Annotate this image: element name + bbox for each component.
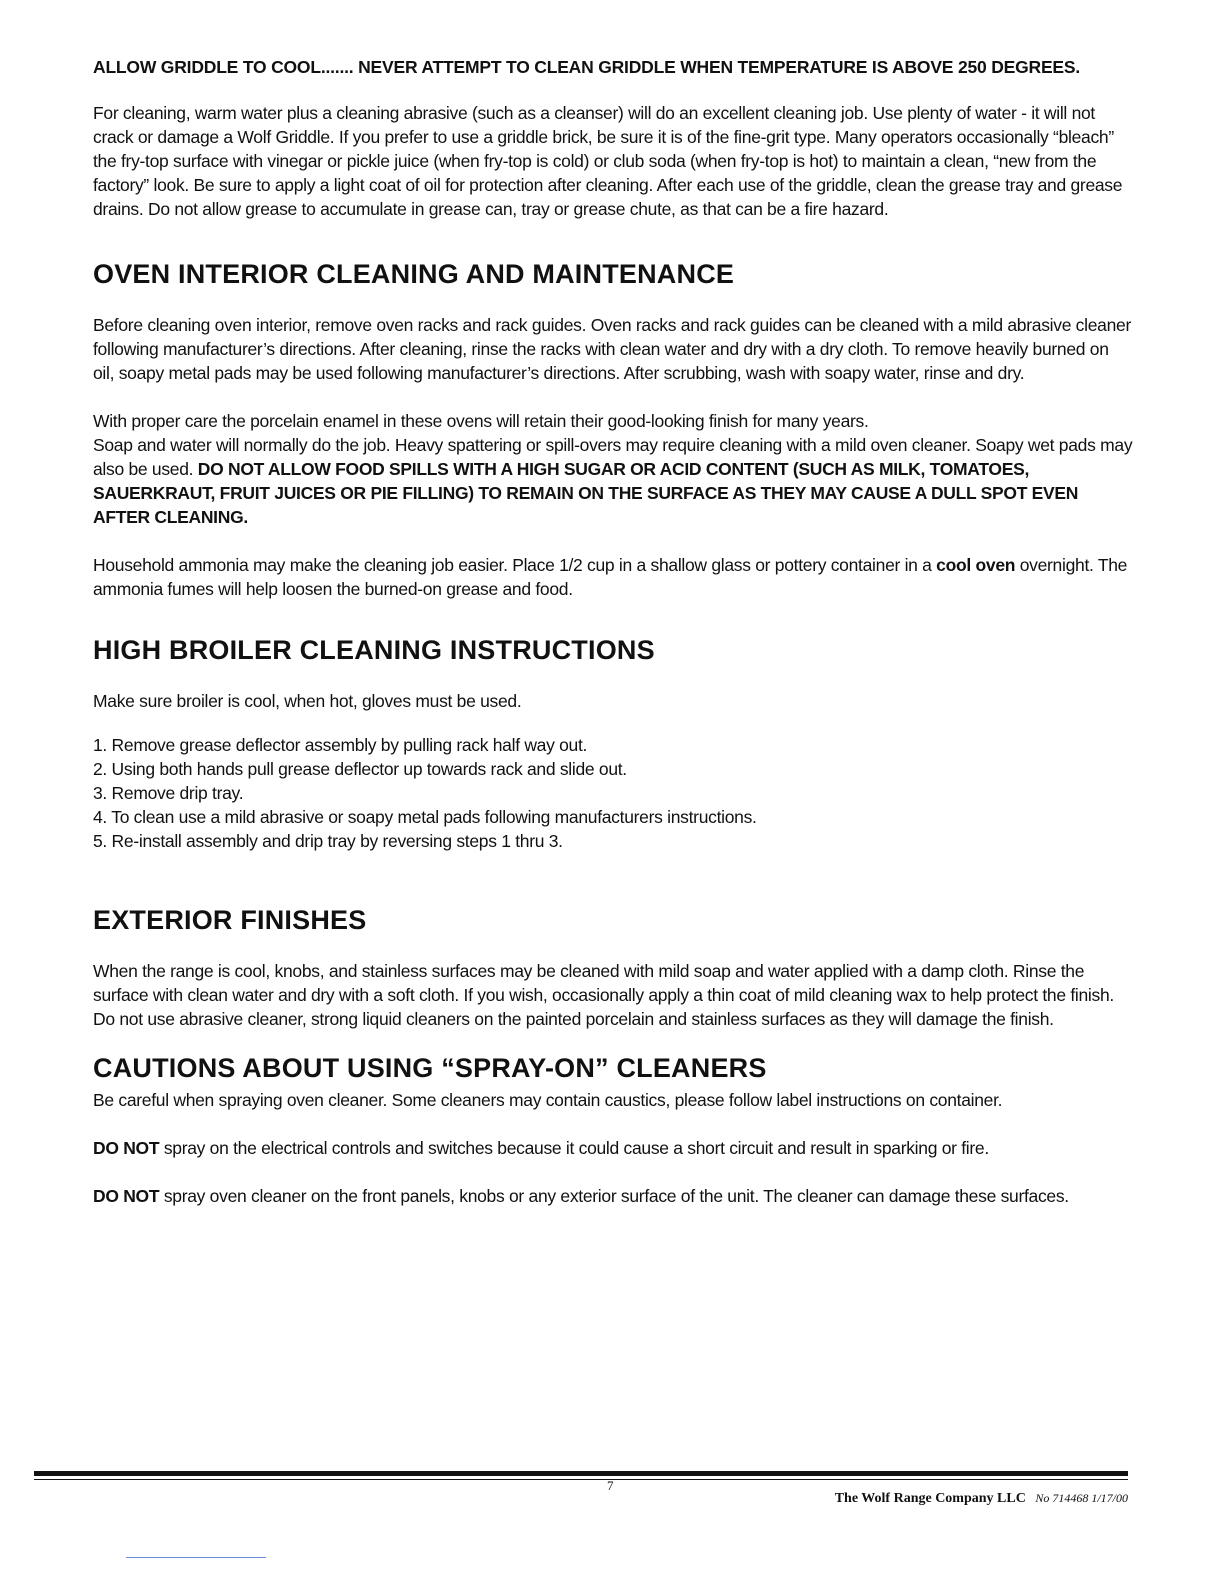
porcelain-line-2: Soap and water will normally do the job. Heavy spattering or spill-overs may require cleaning with a mild oven cleaner. Soapy wet pads may also be used. bbox=[93, 435, 1133, 479]
manual-page bbox=[93, 55, 1133, 1208]
scan-artifact-line bbox=[126, 1557, 266, 1558]
griddle-cool-warning: ALLOW GRIDDLE TO COOL....... NEVER ATTEMPT TO CLEAN GRIDDLE WHEN TEMPERATURE IS ABOVE 250 DEGREES. bbox=[93, 57, 1081, 77]
footer-rule-thick bbox=[34, 1471, 1128, 1476]
ammonia-text-start: Household ammonia may make the cleaning job easier. Place 1/2 cup in a shallow glass or pottery container in a bbox=[93, 555, 932, 575]
oven-racks-paragraph: Before cleaning oven interior, remove oven racks and rack guides. Oven racks and rack guides can be cleaned with a mild abrasive cleaner following manufacturer’s directions. After cleaning, rinse the racks with clean water and dry with a dry cloth. To remove heavily burned on oil, soapy metal pads may be used following manufacturer’s directions. After scrubbing, wash with soapy water, rinse and dry. bbox=[93, 315, 1131, 383]
list-item: 4. To clean use a mild abrasive or soapy metal pads following manufacturers instructions. bbox=[93, 807, 757, 827]
broiler-steps-list bbox=[93, 733, 1133, 853]
list-item: 5. Re-install assembly and drip tray by reversing steps 1 thru 3. bbox=[93, 831, 563, 851]
cool-oven-emphasis: cool oven bbox=[936, 555, 1016, 575]
porcelain-enamel-paragraph bbox=[93, 409, 1133, 529]
porcelain-line-1: With proper care the porcelain enamel in these ovens will retain their good-looking finish for many years. bbox=[93, 411, 869, 431]
front-panel-caution-text: spray oven cleaner on the front panels, knobs or any exterior surface of the unit. The cleaner can damage these surfaces. bbox=[163, 1186, 1069, 1206]
spray-caution-paragraph: Be careful when spraying oven cleaner. Some cleaners may contain caustics, please follow label instructions on container. bbox=[93, 1090, 1003, 1110]
document-reference: No 714468 1/17/00 bbox=[1035, 1491, 1128, 1505]
do-not-emphasis: DO NOT bbox=[93, 1138, 160, 1158]
front-panel-caution-paragraph bbox=[93, 1184, 1133, 1208]
exterior-finishes-paragraph: When the range is cool, knobs, and stainless surfaces may be cleaned with mild soap and water applied with a damp cloth. Rinse the surface with clean water and dry with a soft cloth. If you wish, occasionally apply a thin coat of mild cleaning wax to help protect the finish. Do not use abrasive cleaner, strong liquid cleaners on the painted porcelain and stainless surfaces as they will damage the finish. bbox=[93, 961, 1114, 1029]
griddle-cleaning-paragraph: For cleaning, warm water plus a cleaning abrasive (such as a cleanser) will do an excellent cleaning job. Use plenty of water - it will not crack or damage a Wolf Griddle. If you prefer to use a griddle brick, be sure it is of the fine-grit type. Many operators occasionally “bleach” the fry-top surface with vinegar or pickle juice (when fry-top is cold) or club soda (when fry-top is hot) to maintain a clean, “new from the factory” look. Be sure to apply a light coat of oil for protection after cleaning. After each use of the griddle, clean the grease tray and grease drains. Do not allow grease to accumulate in grease can, tray or grease chute, as that can be a fire hazard. bbox=[93, 103, 1123, 219]
electrical-caution-paragraph bbox=[93, 1136, 1133, 1160]
electrical-caution-text: spray on the electrical controls and switches because it could cause a short circuit and result in sparking or fire. bbox=[163, 1138, 989, 1158]
page-number: 7 bbox=[607, 1478, 614, 1493]
exterior-section-heading: EXTERIOR FINISHES bbox=[93, 905, 367, 935]
list-item: 3. Remove drip tray. bbox=[93, 783, 244, 803]
footer-company bbox=[835, 1491, 1128, 1507]
broiler-intro: Make sure broiler is cool, when hot, gloves must be used. bbox=[93, 691, 522, 711]
list-item: 1. Remove grease deflector assembly by pulling rack half way out. bbox=[93, 735, 588, 755]
broiler-section-heading: HIGH BROILER CLEANING INSTRUCTIONS bbox=[93, 635, 655, 665]
ammonia-text-end: overnight. The ammonia fumes will help loosen the burned-on grease and food. bbox=[93, 555, 1128, 599]
footer-rule-thin bbox=[34, 1479, 1128, 1480]
list-item: 2. Using both hands pull grease deflector up towards rack and slide out. bbox=[93, 759, 627, 779]
food-spills-warning: DO NOT ALLOW FOOD SPILLS WITH A HIGH SUGAR OR ACID CONTENT (SUCH AS MILK, TOMATOES, SAUERKRAUT, FRUIT JUICES OR PIE FILLING) TO REMAIN ON THE SURFACE AS THEY MAY CAUSE A DULL SPOT EVEN AFTER CLEANING. bbox=[93, 459, 1079, 527]
ammonia-paragraph bbox=[93, 553, 1133, 601]
company-name: The Wolf Range Company LLC bbox=[834, 1491, 1026, 1506]
cautions-section-heading: CAUTIONS ABOUT USING “SPRAY-ON” CLEANERS bbox=[93, 1053, 767, 1083]
do-not-emphasis: DO NOT bbox=[93, 1186, 160, 1206]
footer-divider bbox=[34, 1471, 1128, 1480]
oven-section-heading: OVEN INTERIOR CLEANING AND MAINTENANCE bbox=[93, 259, 735, 289]
